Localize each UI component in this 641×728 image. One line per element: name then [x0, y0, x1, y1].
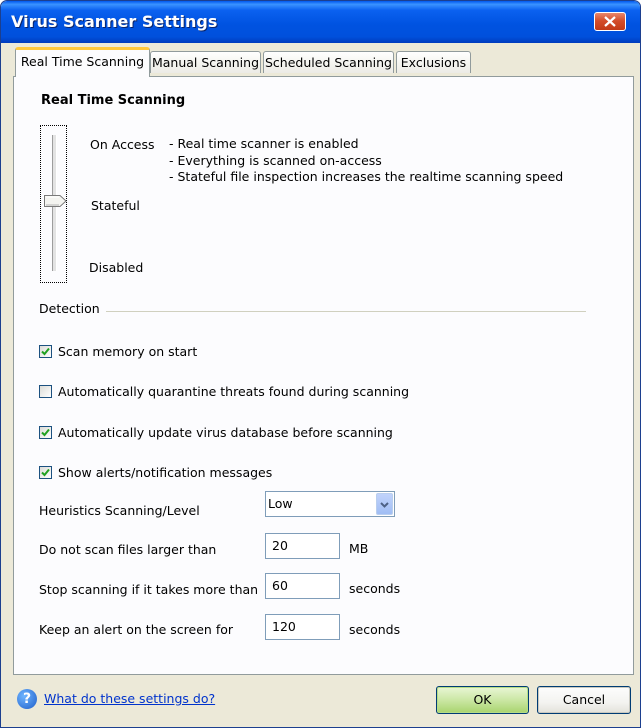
close-button[interactable]: [594, 12, 626, 31]
cancel-button[interactable]: Cancel: [537, 686, 631, 714]
detection-group-label: Detection: [39, 301, 100, 316]
alert-duration-input[interactable]: 120: [265, 614, 340, 640]
ok-button[interactable]: OK: [436, 686, 529, 714]
scan-memory-label: Scan memory on start: [58, 344, 198, 359]
stop-after-input[interactable]: 60: [265, 573, 340, 599]
tab-scheduled-scanning[interactable]: Scheduled Scanning: [263, 51, 394, 73]
tab-real-time-scanning[interactable]: Real Time Scanning: [15, 47, 150, 77]
section-title: Real Time Scanning: [41, 93, 186, 108]
heuristics-level-select[interactable]: [265, 491, 395, 517]
check-icon: [41, 347, 50, 356]
show-alerts-label: Show alerts/notification messages: [58, 465, 273, 480]
title-bar[interactable]: [1, 1, 640, 43]
level-stateful[interactable]: Stateful: [91, 198, 140, 213]
level-disabled[interactable]: Disabled: [89, 260, 144, 275]
scan-memory-checkbox[interactable]: [39, 345, 52, 358]
help-icon[interactable]: ?: [17, 689, 37, 709]
tab-exclusions[interactable]: Exclusions: [396, 51, 471, 73]
dropdown-button[interactable]: [376, 493, 393, 515]
chevron-down-icon: [380, 502, 389, 508]
check-icon: [41, 428, 50, 437]
quarantine-label: Automatically quarantine threats found during scanning: [58, 384, 410, 399]
close-icon: [604, 16, 616, 27]
help-link[interactable]: What do these settings do?: [44, 691, 216, 706]
window-title: Virus Scanner Settings: [11, 12, 218, 31]
stop-after-unit: seconds: [349, 581, 401, 596]
slider-thumb-icon[interactable]: [44, 195, 67, 207]
alert-duration-unit: seconds: [349, 622, 401, 637]
protection-level-slider[interactable]: [40, 125, 67, 283]
description-line: - Real time scanner is enabled: [169, 136, 359, 151]
stop-after-label: Stop scanning if it takes more than: [39, 582, 259, 597]
quarantine-checkbox[interactable]: [39, 385, 52, 398]
divider: [106, 311, 586, 312]
level-description: [169, 136, 563, 186]
tab-manual-scanning[interactable]: Manual Scanning: [150, 51, 261, 73]
max-size-input[interactable]: 20: [265, 533, 340, 559]
update-database-label: Automatically update virus database before scanning: [58, 425, 393, 440]
heuristics-level-value: Low: [268, 496, 293, 511]
level-on-access[interactable]: On Access: [90, 137, 155, 152]
description-line: - Stateful file inspection increases the realtime scanning speed: [169, 169, 564, 184]
update-database-checkbox[interactable]: [39, 426, 52, 439]
check-icon: [41, 468, 50, 477]
heuristics-label: Heuristics Scanning/Level: [39, 503, 200, 518]
max-size-unit: MB: [349, 541, 369, 556]
max-size-label: Do not scan files larger than: [39, 542, 217, 557]
description-line: - Everything is scanned on-access: [169, 152, 382, 168]
tab-strip: [1, 43, 640, 77]
tab-panel: [13, 76, 634, 675]
alert-duration-label: Keep an alert on the screen for: [39, 622, 234, 637]
show-alerts-checkbox[interactable]: [39, 466, 52, 479]
